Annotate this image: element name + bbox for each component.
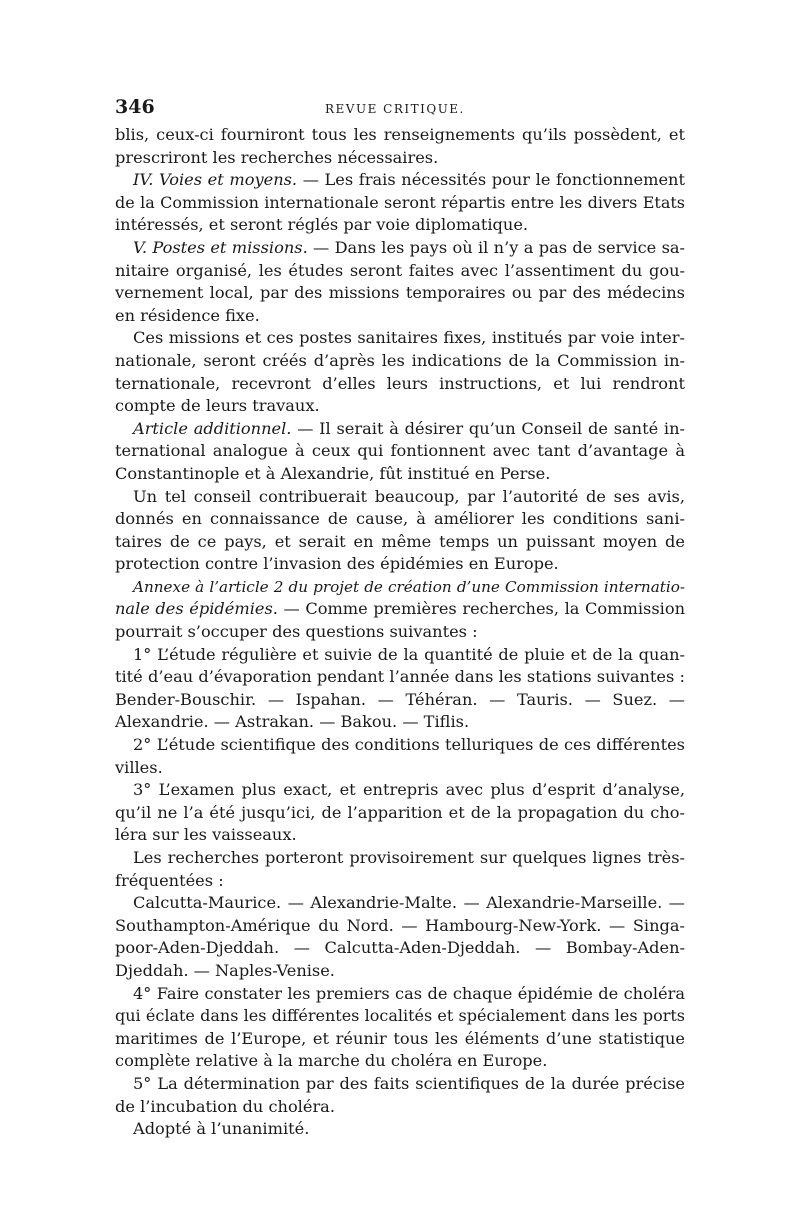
line-text: maritimes de l’Europe, et réunir tous les éléments d’une statistique bbox=[115, 1028, 685, 1048]
line-text: intéressés, et seront réglés par voie diplomatique. bbox=[115, 215, 529, 235]
text-line bbox=[115, 711, 685, 734]
text-line bbox=[115, 350, 685, 373]
line-text: tité d’eau d’évaporation pendant l’année dans les stations suivantes : bbox=[115, 667, 685, 687]
text-line bbox=[115, 870, 685, 893]
text-line bbox=[115, 260, 685, 283]
line-text: 1° L’étude régulière et suivie de la quantité de pluie et de la quan- bbox=[133, 644, 685, 664]
line-text: 3° L’examen plus exact, et entrepris avec plus d’esprit d’analyse, bbox=[133, 780, 685, 800]
page bbox=[115, 96, 685, 1141]
line-text: 4° Faire constater les premiers cas de chaque épidémie de choléra bbox=[133, 983, 685, 1003]
line-text: Ces missions et ces postes sanitaires fixes, institués par voie inter- bbox=[133, 328, 685, 348]
line-text: compte de leurs travaux. bbox=[115, 396, 320, 416]
text-line bbox=[115, 508, 685, 531]
text-line bbox=[115, 757, 685, 780]
italic-heading: Article additionnel. bbox=[133, 418, 292, 438]
line-text: protection contre l’invasion des épidémies en Europe. bbox=[115, 554, 559, 574]
paragraph bbox=[115, 418, 685, 486]
text-line bbox=[115, 621, 685, 644]
text-line bbox=[115, 937, 685, 960]
text-line bbox=[115, 779, 685, 802]
line-text: vernement local, par des missions temporaires ou par des médecins bbox=[115, 283, 685, 303]
text-line bbox=[115, 305, 685, 328]
text-line bbox=[115, 802, 685, 825]
paragraph bbox=[115, 169, 685, 237]
line-text: — Les frais nécessités pour le fonctionnement bbox=[297, 170, 685, 190]
paragraph bbox=[115, 847, 685, 892]
paragraph bbox=[115, 779, 685, 847]
paragraph bbox=[115, 1118, 685, 1141]
text-line bbox=[115, 689, 685, 712]
italic-heading: V. Postes et missions. bbox=[133, 237, 308, 257]
line-text: ternationale, recevront d’elles leurs instructions, et lui rendront bbox=[115, 373, 685, 393]
line-text: nationale, seront créés d’après les indications de la Commission in- bbox=[115, 350, 685, 370]
line-text: Southampton-Amérique du Nord. — Hambourg-New-York. — Singa- bbox=[115, 915, 685, 935]
text-line bbox=[115, 440, 685, 463]
paragraph bbox=[115, 1073, 685, 1118]
line-text: Un tel conseil contribuerait beaucoup, par l’autorité de ses avis, bbox=[133, 486, 685, 506]
line-text: 5° La détermination par des faits scientifiques de la durée précise bbox=[133, 1073, 685, 1093]
text-line bbox=[115, 327, 685, 350]
line-text: nitaire organisé, les études seront faites avec l’assentiment du gou- bbox=[115, 260, 685, 280]
line-text: Bender-Bouschir. — Ispahan. — Téhéran. — Tauris. — Suez. — bbox=[115, 689, 685, 709]
line-text: Les recherches porteront provisoirement sur quelques lignes très- bbox=[133, 848, 685, 867]
line-text: prescriront les recherches nécessaires. bbox=[115, 147, 439, 167]
line-text: pourrait s’occuper des questions suivantes : bbox=[115, 622, 478, 642]
text-line bbox=[115, 598, 685, 621]
line-text: blis, ceux-ci fourniront tous les renseignements qu’ils possèdent, et bbox=[115, 125, 685, 144]
text-line bbox=[115, 237, 685, 260]
line-text: léra sur les vaisseaux. bbox=[115, 825, 297, 845]
text-line bbox=[115, 147, 685, 170]
text-line bbox=[115, 960, 685, 983]
text-line bbox=[115, 282, 685, 305]
text-line bbox=[115, 463, 685, 486]
text-line bbox=[115, 847, 685, 870]
text-line bbox=[115, 214, 685, 237]
line-text: — Comme premières recherches, la Commission bbox=[277, 599, 685, 619]
line-text: qu’il ne l’a été jusqu’ici, de l’apparition et de la propagation du cho- bbox=[115, 802, 685, 822]
line-text: villes. bbox=[115, 757, 163, 777]
text-line bbox=[115, 576, 685, 599]
line-text: Constantinople et à Alexandrie, fût institué en Perse. bbox=[115, 463, 551, 483]
text-line bbox=[115, 531, 685, 554]
line-text: — Dans les pays où il n’y a pas de service sa- bbox=[307, 237, 685, 257]
paragraph bbox=[115, 734, 685, 779]
text-line bbox=[115, 169, 685, 192]
italic-heading: nale des épidémies. bbox=[115, 599, 278, 619]
text-line bbox=[115, 395, 685, 418]
line-text: de l’incubation du choléra. bbox=[115, 1096, 335, 1116]
text-line bbox=[115, 1028, 685, 1051]
text-line bbox=[115, 192, 685, 215]
line-text: Adopté à l’unanimité. bbox=[133, 1119, 310, 1139]
text-line bbox=[115, 1096, 685, 1119]
paragraph bbox=[115, 576, 685, 644]
text-line bbox=[115, 915, 685, 938]
line-text: Alexandrie. — Astrakan. — Bakou. — Tiflis. bbox=[115, 712, 470, 732]
text-line bbox=[115, 666, 685, 689]
page-number: 346 bbox=[115, 96, 155, 118]
page-header bbox=[115, 96, 685, 124]
text-line bbox=[115, 124, 685, 147]
line-text: ternational analogue à ceux qui fontionnent avec tant d’avantage à bbox=[115, 441, 685, 461]
paragraph bbox=[115, 644, 685, 734]
line-text: poor-Aden-Djeddah. — Calcutta-Aden-Djeddah. — Bombay-Aden- bbox=[115, 938, 685, 958]
text-line bbox=[115, 1073, 685, 1096]
text-line bbox=[115, 1050, 685, 1073]
line-text: taires de ce pays, et serait en même temps un puissant moyen de bbox=[115, 531, 685, 551]
line-text: fréquentées : bbox=[115, 870, 224, 890]
line-text: 2° L’étude scientifique des conditions telluriques de ces différentes bbox=[133, 735, 685, 755]
line-text: Calcutta-Maurice. — Alexandrie-Malte. — Alexandrie-Marseille. — bbox=[133, 893, 685, 913]
paragraph bbox=[115, 892, 685, 982]
text-line bbox=[115, 644, 685, 667]
paragraph bbox=[115, 327, 685, 417]
italic-heading: Annexe à l’article 2 du projet de création d’une Commission internatio- bbox=[133, 577, 685, 596]
text-line bbox=[115, 553, 685, 576]
paragraph bbox=[115, 486, 685, 576]
line-text: complète relative à la marche du choléra en Europe. bbox=[115, 1051, 548, 1071]
article-body bbox=[115, 124, 685, 1141]
text-line bbox=[115, 418, 685, 441]
line-text: — Il serait à désirer qu’un Conseil de santé in- bbox=[291, 418, 685, 438]
text-line bbox=[115, 1005, 685, 1028]
running-title: REVUE CRITIQUE. bbox=[325, 102, 465, 116]
text-line bbox=[115, 1118, 685, 1141]
paragraph bbox=[115, 983, 685, 1073]
text-line bbox=[115, 486, 685, 509]
line-text: qui éclate dans les différentes localités et spécialement dans les ports bbox=[115, 1006, 685, 1026]
line-text: Djeddah. — Naples-Venise. bbox=[115, 960, 335, 980]
paragraph bbox=[115, 124, 685, 169]
line-text: donnés en connaissance de cause, à améliorer les conditions sani- bbox=[115, 509, 685, 529]
line-text: en résidence fixe. bbox=[115, 305, 260, 325]
text-line bbox=[115, 824, 685, 847]
text-line bbox=[115, 734, 685, 757]
italic-heading: IV. Voies et moyens. bbox=[133, 170, 298, 190]
text-line bbox=[115, 983, 685, 1006]
paragraph bbox=[115, 237, 685, 327]
text-line bbox=[115, 892, 685, 915]
text-line bbox=[115, 373, 685, 396]
line-text: de la Commission internationale seront répartis entre les divers Etats bbox=[115, 192, 685, 212]
